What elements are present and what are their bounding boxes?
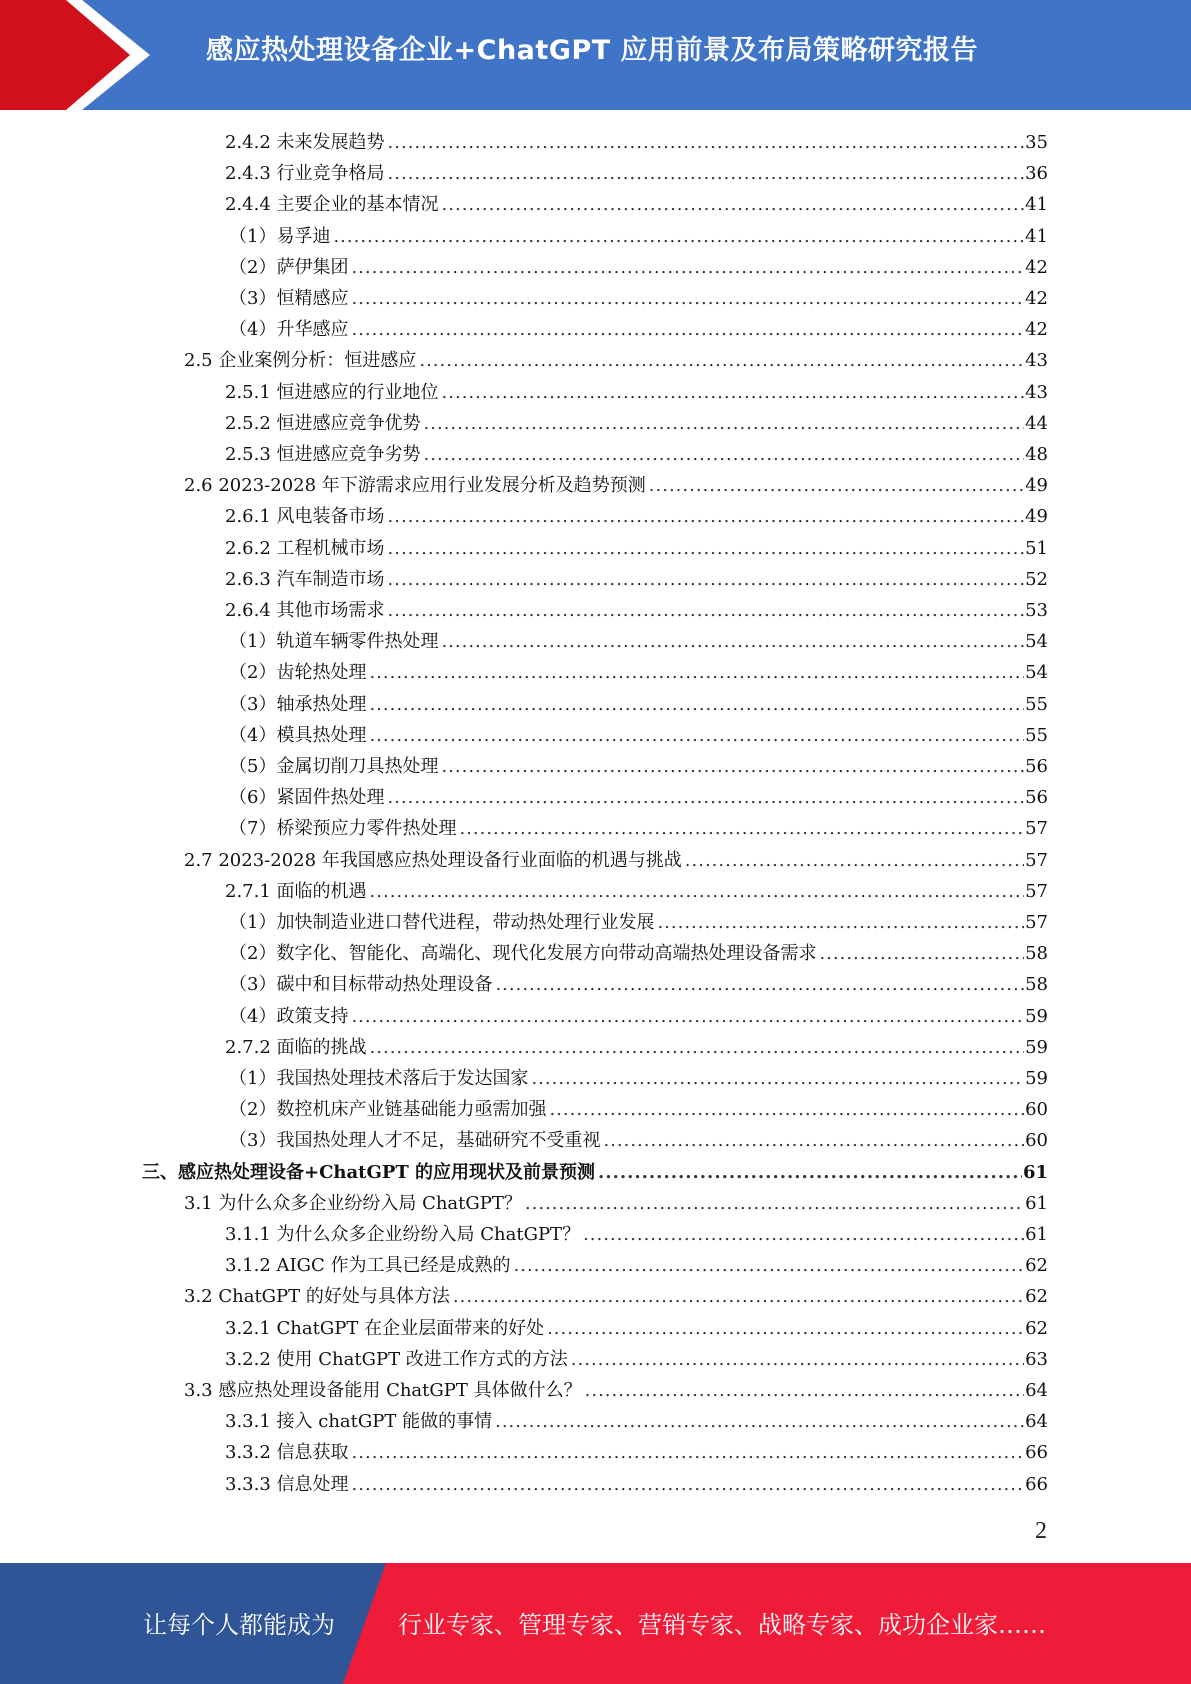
toc-entry-page: 62 [1025,1317,1048,1339]
toc-entry-page: 42 [1025,288,1048,309]
toc-entry-label: 2.5 企业案例分析：恒进感应 [184,350,417,372]
toc-dot-leader [370,1032,1025,1063]
toc-dot-leader [657,907,1024,938]
toc-entry[interactable] [225,1406,1048,1437]
toc-entry-label: 2.6.1 风电装备市场 [225,506,385,528]
toc-entry-page: 43 [1025,350,1048,372]
toc-dot-leader [424,439,1025,470]
toc-entry-label: （1）易孚迪 [229,225,331,247]
toc-entry-label: 2.7.2 面临的挑战 [225,1036,367,1058]
toc-entry[interactable] [229,720,1048,751]
toc-entry[interactable] [229,314,1048,345]
toc-entry[interactable] [229,283,1048,314]
toc-dot-leader [598,1157,1022,1188]
toc-entry-label: （3）轴承热处理 [229,693,367,715]
toc-entry-label: 2.7.1 面临的机遇 [225,880,367,902]
toc-entry-page: 64 [1025,1411,1048,1433]
toc-entry-page: 58 [1025,943,1048,965]
toc-entry[interactable] [225,1469,1048,1500]
page-number: 2 [1035,1518,1047,1544]
toc-entry[interactable] [225,1032,1048,1063]
toc-entry-label: 2.5.3 恒进感应竞争劣势 [225,444,421,465]
toc-entry-label: 2.4.4 主要企业的基本情况 [225,194,439,216]
toc-entry[interactable] [229,689,1048,720]
toc-dot-leader [442,377,1025,408]
toc-dot-leader [547,1313,1024,1344]
toc-entry-page: 56 [1025,756,1048,777]
toc-dot-leader [369,689,1024,720]
toc-entry-label: 3.3.3 信息处理 [225,1473,349,1495]
toc-entry-label: （1）我国热处理技术落后于发达国家 [229,1068,529,1089]
toc-entry-label: （3）恒精感应 [229,288,349,309]
footer-slogan-right: 行业专家、管理专家、营销专家、战略专家、成功企业家…… [398,1611,1046,1639]
toc-entry-label: 2.6.3 汽车制造市场 [225,568,385,590]
toc-entry-label: 3.1.2 AIGC 作为工具已经是成熟的 [225,1255,511,1277]
toc-entry-page: 58 [1025,974,1048,996]
toc-entry-page: 41 [1025,194,1048,216]
toc-entry-page: 49 [1025,475,1048,497]
toc-dot-leader [514,1250,1025,1281]
toc-entry-page: 61 [1022,1161,1048,1183]
toc-entry-page: 66 [1025,1473,1048,1495]
toc-entry-page: 63 [1025,1348,1048,1370]
toc-entry-label: （1）加快制造业进口替代进程，带动热处理行业发展 [229,912,655,933]
toc-dot-leader [549,1094,1024,1125]
toc-entry-label: 3.3 感应热处理设备能用 ChatGPT 具体做什么？ [184,1380,582,1401]
toc-dot-leader [388,564,1025,595]
toc-entry-label: （2）齿轮热处理 [229,662,367,684]
toc-entry-label: 3.3.2 信息获取 [225,1442,349,1464]
toc-dot-leader [387,782,1024,813]
toc-dot-leader [351,1001,1024,1032]
toc-entry-label: （3）我国热处理人才不足，基础研究不受重视 [229,1130,601,1152]
toc-entry-page: 57 [1025,912,1048,933]
toc-entry[interactable] [225,876,1048,907]
toc-entry[interactable] [184,470,1048,501]
toc-dot-leader [649,470,1024,501]
toc-entry-label: （6）紧固件热处理 [229,787,385,809]
toc-entry[interactable] [229,813,1048,844]
toc-entry[interactable] [184,1281,1048,1312]
toc-dot-leader [442,189,1025,220]
toc-dot-leader [369,657,1024,688]
toc-entry[interactable] [229,1063,1048,1094]
toc-dot-leader [441,751,1024,782]
toc-dot-leader [351,252,1024,283]
toc-dot-leader [351,283,1024,314]
toc-entry-page: 59 [1025,1005,1048,1027]
toc-entry-page: 56 [1025,787,1048,809]
toc-entry[interactable] [225,439,1048,470]
toc-dot-leader [585,1375,1024,1406]
toc-dot-leader [388,595,1025,626]
toc-entry-page: 60 [1025,1099,1048,1121]
toc-entry-page: 57 [1025,880,1048,902]
toc-dot-leader [388,158,1025,189]
toc-dot-leader [495,1406,1024,1437]
toc-entry-label: 2.6.4 其他市场需求 [225,600,385,621]
toc-entry-label: （4）模具热处理 [229,724,367,746]
toc-dot-leader [685,845,1024,876]
toc-entry-page: 59 [1025,1036,1048,1058]
toc-entry-page: 60 [1025,1130,1048,1152]
toc-entry-label: （4）政策支持 [229,1005,349,1027]
toc-entry[interactable] [229,907,1048,938]
toc-entry-page: 59 [1025,1068,1048,1089]
toc-entry[interactable] [225,501,1048,532]
toc-entry-label: 2.4.2 未来发展趋势 [225,132,385,153]
report-footer [0,1563,1191,1684]
toc-entry[interactable] [225,595,1048,626]
toc-entry[interactable] [225,1437,1048,1468]
toc-entry[interactable] [225,1313,1048,1344]
toc-entry-page: 55 [1025,724,1048,746]
toc-entry-page: 55 [1025,693,1048,715]
toc-entry[interactable] [225,127,1048,158]
toc-entry-page: 52 [1025,568,1048,590]
toc-dot-leader [419,345,1024,376]
toc-entry-label: 3.3.1 接入 chatGPT 能做的事情 [225,1411,493,1433]
toc-entry-label: 2.7 2023-2028 年我国感应热处理设备行业面临的机遇与挑战 [184,849,682,871]
toc-dot-leader [388,533,1025,564]
toc-entry[interactable] [225,1219,1048,1250]
toc-entry[interactable] [225,408,1048,439]
toc-entry-page: 62 [1025,1255,1048,1277]
toc-dot-leader [583,1219,1024,1250]
toc-dot-leader [525,1188,1024,1219]
toc-entry[interactable] [229,969,1048,1000]
toc-entry[interactable] [225,1250,1048,1281]
toc-entry-label: （2）数控机床产业链基础能力亟需加强 [229,1099,547,1121]
toc-entry-label: （5）金属切削刀具热处理 [229,756,439,777]
toc-entry-label: 2.5.1 恒进感应的行业地位 [225,381,439,403]
toc-entry-page: 42 [1025,319,1048,341]
toc-entry[interactable] [229,782,1048,813]
toc-entry-label: 2.4.3 行业竞争格局 [225,163,385,185]
toc-entry-page: 43 [1025,381,1048,403]
toc-entry-label: 三、感应热处理设备+ChatGPT 的应用现状及前景预测 [142,1161,596,1183]
toc-entry-label: 2.6 2023-2028 年下游需求应用行业发展分析及趋势预测 [184,475,646,497]
toc-entry[interactable] [142,1157,1048,1188]
toc-entry[interactable] [225,377,1048,408]
toc-entry[interactable] [184,345,1048,376]
toc-entry[interactable] [229,221,1048,252]
toc-entry[interactable] [225,158,1048,189]
toc-entry-page: 57 [1025,849,1048,871]
toc-dot-leader [333,221,1024,252]
toc-dot-leader [531,1063,1024,1094]
toc-entry[interactable] [225,1344,1048,1375]
toc-entry[interactable] [225,189,1048,220]
toc-entry[interactable] [229,751,1048,782]
toc-entry-label: （7）桥梁预应力零件热处理 [229,818,457,840]
report-title: 感应热处理设备企业+ChatGPT 应用前景及布局策略研究报告 [206,35,979,66]
toc-dot-leader [819,938,1024,969]
toc-entry-page: 64 [1025,1380,1048,1401]
toc-entry-page: 48 [1025,444,1048,465]
toc-entry[interactable] [225,564,1048,595]
toc-entry-page: 62 [1025,1286,1048,1308]
toc-entry-page: 35 [1025,132,1048,153]
toc-entry[interactable] [184,1375,1048,1406]
footer-slogan-left: 让每个人都能成为 [143,1611,335,1639]
toc-dot-leader [424,408,1025,439]
toc-dot-leader [441,626,1024,657]
toc-entry-page: 51 [1025,537,1048,559]
toc-entry-page: 44 [1025,412,1048,434]
toc-entry-page: 49 [1025,506,1048,528]
toc-entry-label: 3.1.1 为什么众多企业纷纷入局 ChatGPT？ [225,1224,581,1245]
toc-entry-label: 2.6.2 工程机械市场 [225,537,385,559]
toc-entry-label: 3.2 ChatGPT 的好处与具体方法 [184,1286,450,1308]
toc-entry[interactable] [184,1188,1048,1219]
toc-entry-page: 61 [1025,1224,1048,1245]
toc-entry[interactable] [184,845,1048,876]
toc-entry-page: 57 [1025,818,1048,840]
toc-entry-label: 3.1 为什么众多企业纷纷入局 ChatGPT？ [184,1192,522,1214]
toc-entry-label: （1）轨道车辆零件热处理 [229,631,439,653]
report-header [0,0,1191,110]
toc-entry-label: （2）数字化、智能化、高端化、现代化发展方向带动高端热处理设备需求 [229,943,817,965]
toc-entry-page: 42 [1025,256,1048,278]
toc-dot-leader [351,314,1024,345]
toc-entry[interactable] [229,1125,1048,1156]
toc-dot-leader [388,501,1025,532]
toc-entry[interactable] [229,1094,1048,1125]
toc-entry[interactable] [229,1001,1048,1032]
toc-entry-page: 41 [1025,225,1048,247]
toc-entry[interactable] [229,252,1048,283]
toc-entry[interactable] [229,657,1048,688]
toc-entry-label: 3.2.1 ChatGPT 在企业层面带来的好处 [225,1317,545,1339]
toc-dot-leader [571,1344,1024,1375]
toc-entry-label: 2.5.2 恒进感应竞争优势 [225,412,421,434]
toc-dot-leader [369,720,1024,751]
toc-entry[interactable] [225,533,1048,564]
toc-entry-page: 54 [1025,662,1048,684]
toc-dot-leader [352,1437,1025,1468]
toc-dot-leader [603,1125,1024,1156]
toc-entry[interactable] [229,938,1048,969]
toc-dot-leader [453,1281,1024,1312]
toc-dot-leader [459,813,1024,844]
toc-dot-leader [352,1469,1025,1500]
toc-entry-page: 61 [1025,1192,1048,1214]
toc-dot-leader [370,876,1025,907]
toc-entry-label: （4）升华感应 [229,319,349,341]
header-red-arrow [0,0,150,110]
toc-dot-leader [388,127,1025,158]
toc-entry-page: 54 [1025,631,1048,653]
toc-entry-label: 3.2.2 使用 ChatGPT 改进工作方式的方法 [225,1348,568,1370]
toc-entry-label: （2）萨伊集团 [229,256,349,278]
toc-dot-leader [495,969,1024,1000]
toc-entry-label: （3）碳中和目标带动热处理设备 [229,974,493,996]
toc-entry-page: 53 [1025,600,1048,621]
toc-entry-page: 36 [1025,163,1048,185]
toc-entry-page: 66 [1025,1442,1048,1464]
toc-entry[interactable] [229,626,1048,657]
